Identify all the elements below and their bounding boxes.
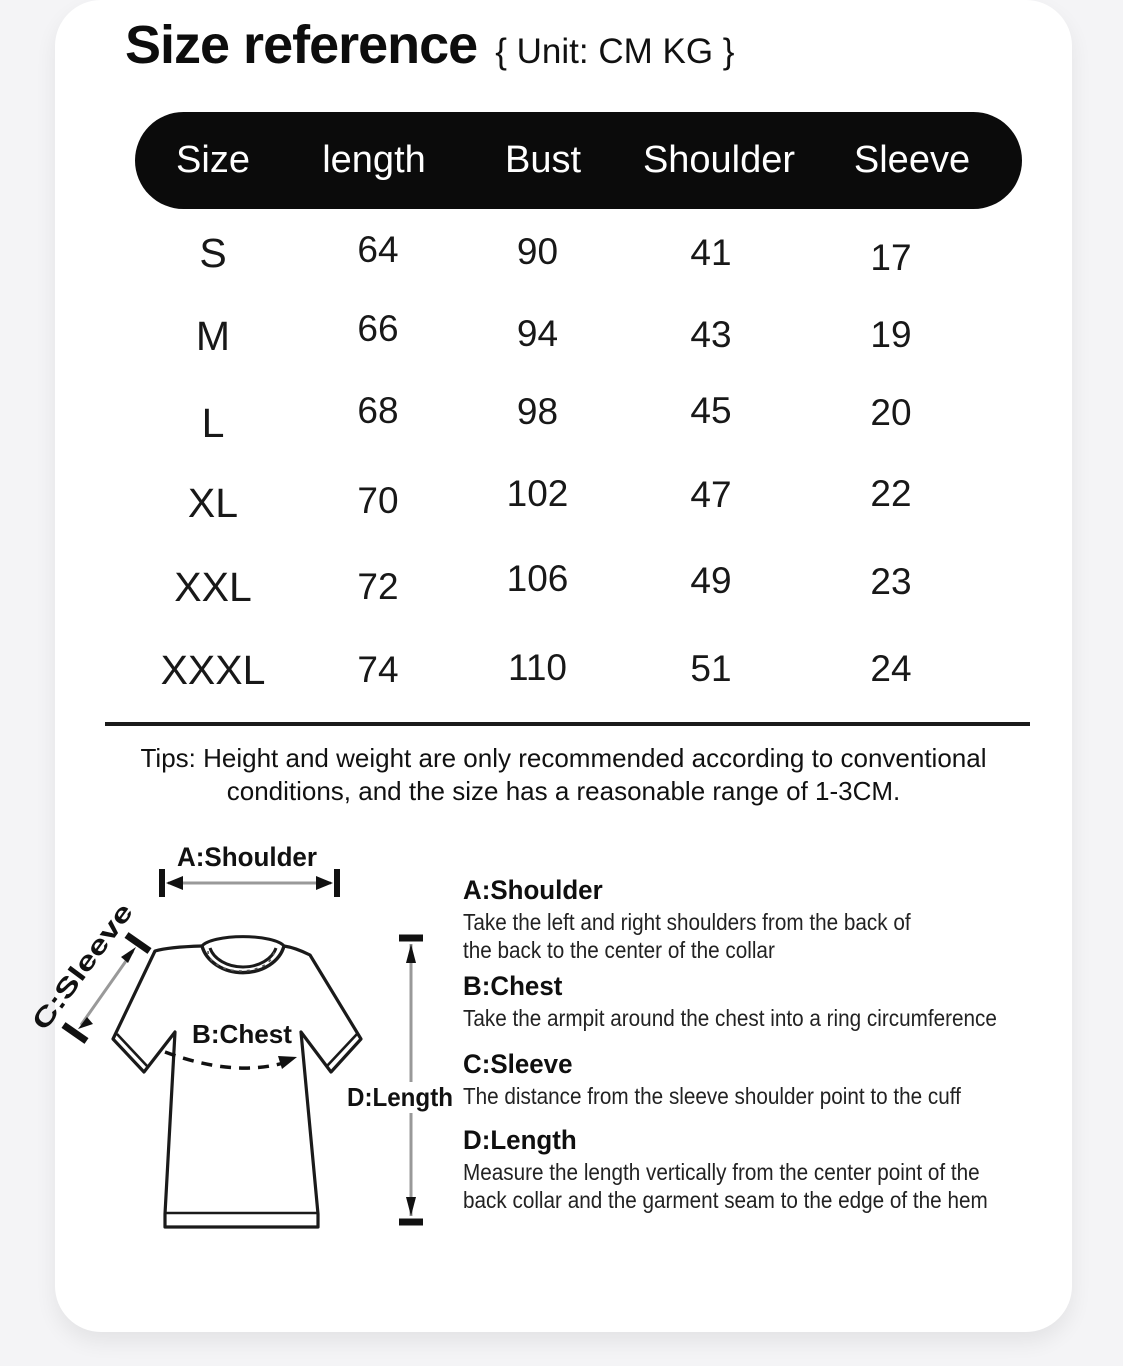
table-row-xxxl bbox=[0, 628, 1123, 712]
table-header-bar bbox=[135, 112, 1022, 209]
guide-item-sleeve bbox=[463, 1048, 1113, 1111]
cell-xxxl-size: XXXL bbox=[160, 647, 266, 693]
title-row bbox=[125, 14, 734, 76]
cell-xxxl-sleeve: 24 bbox=[870, 648, 912, 689]
cell-l-shoulder: 45 bbox=[690, 390, 732, 431]
cell-s-size: S bbox=[199, 230, 227, 276]
cell-m-sleeve: 19 bbox=[870, 314, 912, 355]
guide-heading: A:Shoulder bbox=[463, 875, 603, 905]
tshirt-measurement-diagram bbox=[25, 832, 485, 1252]
column-header-size: Size bbox=[176, 139, 250, 181]
column-header-sleeve: Sleeve bbox=[853, 139, 971, 181]
cell-l-sleeve: 20 bbox=[870, 392, 912, 433]
guide-heading: C:Sleeve bbox=[463, 1049, 573, 1079]
cell-l-length: 68 bbox=[357, 390, 399, 431]
tips-text bbox=[55, 742, 1072, 808]
column-header-bust: Bust bbox=[504, 139, 582, 181]
column-header-length: length bbox=[322, 139, 426, 181]
guide-item-shoulder bbox=[463, 874, 1113, 964]
guide-description: The distance from the sleeve shoulder point to the cuff bbox=[463, 1083, 961, 1109]
guide-description: Take the armpit around the chest into a ring circumference bbox=[463, 1005, 997, 1031]
cell-s-length: 64 bbox=[357, 229, 399, 270]
cell-xl-sleeve: 22 bbox=[870, 473, 912, 514]
shoulder-measure-arrow bbox=[162, 842, 337, 897]
sleeve-label: C:Sleeve bbox=[25, 929, 115, 1036]
cell-xxl-bust: 106 bbox=[506, 558, 569, 599]
shoulder-label: A:Shoulder bbox=[177, 842, 318, 872]
guide-heading: B:Chest bbox=[463, 971, 563, 1001]
guide-item-length bbox=[463, 1124, 1113, 1214]
unit-note: { Unit: CM KG } bbox=[495, 32, 735, 71]
cell-m-bust: 94 bbox=[516, 313, 559, 354]
size-chart-card bbox=[25, 0, 1072, 1332]
cell-s-bust: 90 bbox=[516, 231, 559, 272]
table-row-s bbox=[0, 211, 1123, 295]
cell-xl-bust: 102 bbox=[506, 473, 569, 514]
cell-m-size: M bbox=[195, 313, 231, 359]
table-row-l bbox=[0, 378, 1123, 462]
table-row-xl bbox=[0, 461, 1123, 545]
cell-xl-length: 70 bbox=[357, 480, 399, 521]
cell-xxl-shoulder: 49 bbox=[690, 560, 732, 601]
guide-item-chest bbox=[463, 970, 1113, 1033]
length-measure-arrow bbox=[343, 938, 459, 1222]
cell-xxxl-shoulder: 51 bbox=[690, 648, 732, 689]
cell-xxl-sleeve: 23 bbox=[870, 561, 912, 602]
guide-description: Take the left and right shoulders from the back of the back to the center of the collar bbox=[463, 909, 911, 963]
cell-m-length: 66 bbox=[357, 308, 399, 349]
column-header-shoulder: Shoulder bbox=[642, 139, 796, 181]
guide-description: Measure the length vertically from the center point of the back collar and the garment seam to the edge of the hem bbox=[463, 1159, 988, 1213]
guide-heading: D:Length bbox=[463, 1125, 577, 1155]
cell-xl-size: XL bbox=[187, 480, 239, 526]
cell-l-size: L bbox=[201, 400, 225, 446]
tips-line-2: conditions, and the size has a reasonable range of 1-3CM. bbox=[226, 776, 901, 806]
cell-xl-shoulder: 47 bbox=[690, 474, 732, 515]
cell-l-bust: 98 bbox=[516, 391, 559, 432]
cell-xxxl-bust: 110 bbox=[508, 647, 567, 688]
table-row-xxl bbox=[0, 545, 1123, 629]
chest-label: B:Chest bbox=[192, 1019, 293, 1049]
table-row-m bbox=[0, 294, 1123, 378]
tshirt-outline bbox=[113, 946, 361, 1227]
cell-xxxl-length: 74 bbox=[357, 649, 399, 690]
tips-line-1: Tips: Height and weight are only recommended according to conventional bbox=[140, 743, 987, 773]
divider-line bbox=[105, 722, 1030, 726]
cell-s-shoulder: 41 bbox=[690, 232, 732, 273]
cell-xxl-size: XXL bbox=[174, 564, 252, 610]
length-label: D:Length bbox=[347, 1082, 453, 1112]
page-title: Size reference bbox=[125, 15, 478, 75]
cell-xxl-length: 72 bbox=[357, 566, 399, 607]
cell-s-sleeve: 17 bbox=[870, 237, 912, 278]
cell-m-shoulder: 43 bbox=[690, 314, 732, 355]
